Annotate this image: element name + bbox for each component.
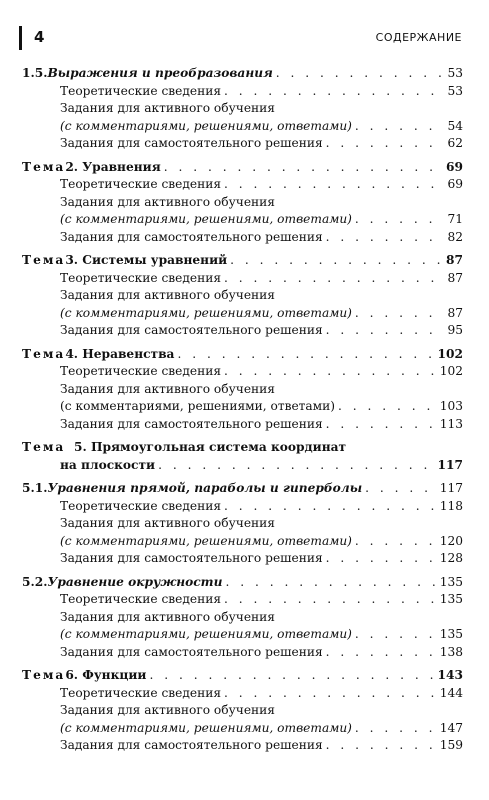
dot-leader	[326, 416, 437, 434]
dot-leader	[224, 685, 437, 703]
entry-title: Задания для активного обучения	[60, 288, 275, 302]
dot-leader	[225, 574, 436, 592]
section-title-cont: на плоскости	[60, 457, 156, 472]
section-title: 3. Системы уравнений	[65, 253, 228, 267]
page-ref: 62	[447, 136, 463, 150]
section-number: Тема	[22, 159, 66, 174]
page-ref: 117	[437, 457, 463, 472]
dot-leader	[164, 159, 443, 177]
entry-title: Теоретические сведения	[60, 498, 222, 513]
dot-leader	[326, 550, 437, 568]
page-ref: 87	[446, 253, 463, 267]
toc-section-heading	[22, 159, 463, 177]
page-ref: 143	[437, 668, 463, 682]
section-number: Тема	[22, 440, 66, 454]
section-title: 6. Функции	[65, 668, 147, 682]
dot-leader	[149, 667, 434, 685]
dot-leader	[355, 626, 437, 644]
entry-title: Теоретические сведения	[60, 592, 222, 606]
page-ref: 159	[439, 738, 463, 752]
dot-leader	[224, 363, 437, 381]
entry-title: Задания для самостоятельного решения	[60, 551, 323, 565]
entry-title: Теоретические сведения	[60, 364, 222, 378]
toc-entry	[22, 287, 463, 305]
toc-entry	[22, 363, 463, 381]
toc-entry-cont	[22, 626, 463, 644]
dot-leader	[224, 498, 437, 516]
entry-title: Задания для самостоятельного решения	[60, 416, 323, 431]
dot-leader	[326, 135, 445, 153]
dot-leader	[224, 270, 444, 288]
page-header	[0, 22, 489, 52]
toc-entry-cont	[22, 533, 463, 551]
page-ref: 54	[447, 118, 463, 133]
toc-section-heading	[22, 439, 463, 457]
dot-leader	[355, 118, 445, 136]
entry-title-cont: (с комментариями, решениями, ответами)	[60, 533, 352, 548]
toc-entry-cont	[22, 211, 463, 229]
table-of-contents	[22, 65, 463, 755]
dot-leader	[355, 211, 445, 229]
section-title: Уравнения прямой, параболы и гиперболы	[47, 481, 363, 495]
entry-title: Задания для самостоятельного решения	[60, 644, 323, 659]
dot-leader	[355, 533, 437, 551]
toc-entry	[22, 176, 463, 194]
page-ref: 102	[437, 346, 463, 361]
page-ref: 120	[439, 533, 463, 548]
toc-entry	[22, 644, 463, 662]
toc-entry	[22, 416, 463, 434]
page-ref: 95	[447, 323, 463, 337]
dot-leader	[326, 737, 437, 755]
page-ref: 147	[439, 720, 463, 735]
toc-entry	[22, 702, 463, 720]
dot-leader	[158, 457, 434, 475]
header-rule	[19, 26, 22, 50]
entry-title: Задания для активного обучения	[60, 703, 275, 717]
entry-title: Задания для самостоятельного решения	[60, 738, 323, 752]
section-title: 2. Уравнения	[65, 159, 161, 174]
toc-entry-cont	[22, 305, 463, 323]
dot-leader	[177, 346, 434, 364]
running-title: СОДЕРЖАНИЕ	[375, 31, 462, 44]
dot-leader	[230, 252, 443, 270]
dot-leader	[326, 229, 445, 247]
section-title: Выражения и преобразования	[47, 66, 273, 80]
page-ref: 135	[439, 592, 463, 606]
section-number: 1.5.	[22, 66, 48, 80]
dot-leader	[326, 322, 445, 340]
entry-title: Задания для активного обучения	[60, 609, 275, 624]
page-ref: 135	[439, 627, 463, 641]
toc-entry	[22, 737, 463, 755]
entry-title: Задания для самостоятельного решения	[60, 136, 323, 150]
page-ref: 53	[447, 66, 463, 80]
entry-title: Теоретические сведения	[60, 83, 222, 98]
toc-entry-cont	[22, 398, 463, 416]
toc-entry-cont	[22, 720, 463, 738]
toc-section-heading	[22, 574, 463, 592]
dot-leader	[326, 644, 437, 662]
page-ref: 53	[447, 83, 463, 98]
entry-title: Задания для самостоятельного решения	[60, 323, 323, 337]
toc-entry	[22, 322, 463, 340]
toc-entry	[22, 381, 463, 399]
page-ref: 102	[439, 364, 463, 378]
page-ref: 71	[447, 212, 463, 226]
toc-entry	[22, 591, 463, 609]
page-ref: 138	[439, 644, 463, 659]
entry-title: Теоретические сведения	[60, 270, 222, 285]
page-ref: 118	[439, 498, 463, 513]
page-ref: 82	[447, 229, 463, 244]
section-number: 5.1.	[22, 481, 48, 495]
toc-entry	[22, 550, 463, 568]
dot-leader	[224, 176, 444, 194]
toc-section-heading	[22, 252, 463, 270]
page-ref: 113	[439, 416, 463, 431]
toc-section-heading	[22, 667, 463, 685]
dot-leader	[365, 480, 437, 498]
section-number: Тема	[22, 346, 66, 361]
entry-title: Теоретические сведения	[60, 177, 222, 191]
page-ref: 117	[439, 481, 463, 495]
entry-title-cont: (с комментариями, решениями, ответами)	[60, 305, 352, 320]
toc-section-heading	[22, 346, 463, 364]
toc-entry	[22, 83, 463, 101]
toc-entry	[22, 194, 463, 212]
toc-section-heading	[22, 65, 463, 83]
page-ref: 103	[439, 399, 463, 413]
page-number: 4	[34, 28, 45, 46]
dot-leader	[338, 398, 437, 416]
section-number: Тема	[22, 668, 66, 682]
page-ref: 87	[447, 270, 463, 285]
page-ref: 69	[446, 159, 463, 174]
page-ref: 69	[447, 177, 463, 191]
entry-title: Задания для самостоятельного решения	[60, 229, 323, 244]
dot-leader	[355, 720, 437, 738]
page-ref: 144	[439, 685, 463, 700]
section-title: 5. Прямоугольная система координат	[74, 440, 347, 454]
entry-title-cont: (с комментариями, решениями, ответами)	[60, 720, 352, 735]
toc-entry	[22, 498, 463, 516]
toc-section-heading	[22, 480, 463, 498]
entry-title-cont: (с комментариями, решениями, ответами)	[60, 118, 352, 133]
page-ref: 135	[439, 574, 463, 589]
dot-leader	[224, 83, 444, 101]
page-ref: 128	[439, 551, 463, 565]
section-number: 5.2.	[22, 574, 48, 589]
dot-leader	[355, 305, 445, 323]
toc-entry	[22, 135, 463, 153]
toc-entry	[22, 270, 463, 288]
toc-section-heading-cont	[22, 457, 463, 475]
toc-entry	[22, 515, 463, 533]
entry-title: Задания для активного обучения	[60, 381, 275, 396]
entry-title-cont: (с комментариями, решениями, ответами)	[60, 399, 336, 413]
entry-title: Задания для активного обучения	[60, 516, 275, 530]
entry-title-cont: (с комментариями, решениями, ответами)	[60, 627, 352, 641]
dot-leader	[224, 591, 437, 609]
toc-entry	[22, 100, 463, 118]
toc-entry	[22, 229, 463, 247]
section-number: Тема	[22, 253, 66, 267]
entry-title: Теоретические сведения	[60, 685, 222, 700]
toc-entry	[22, 609, 463, 627]
toc-entry-cont	[22, 118, 463, 136]
page-ref: 87	[447, 305, 463, 320]
entry-title-cont: (с комментариями, решениями, ответами)	[60, 212, 352, 226]
section-title: 4. Неравенства	[65, 346, 175, 361]
section-title: Уравнение окружности	[47, 574, 223, 589]
entry-title: Задания для активного обучения	[60, 194, 275, 209]
toc-entry	[22, 685, 463, 703]
entry-title: Задания для активного обучения	[60, 101, 275, 115]
dot-leader	[276, 65, 445, 83]
